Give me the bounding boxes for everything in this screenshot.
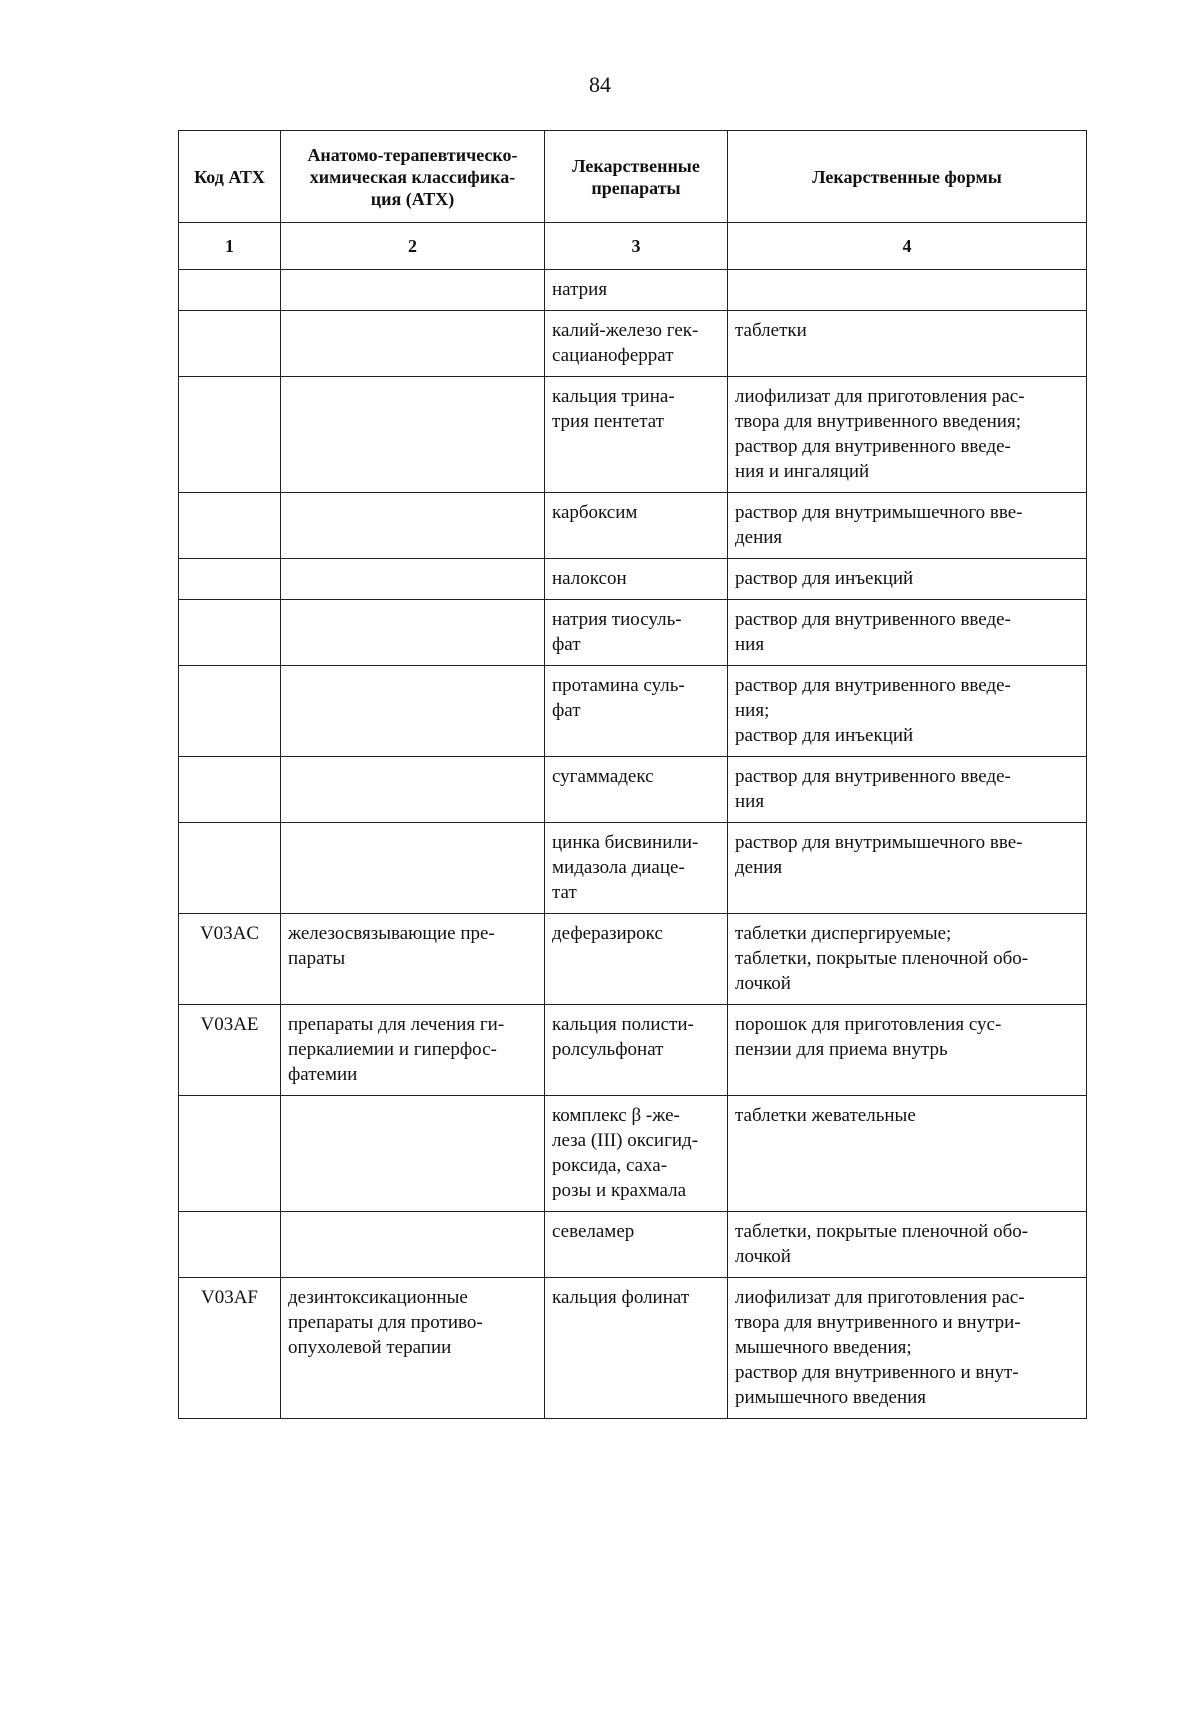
atc-class-cell [281,559,545,600]
atc-class-cell [281,1096,545,1212]
atc-code-cell [179,559,281,600]
table-row [179,600,1087,666]
atc-code-cell: V03AE [179,1005,281,1096]
column-number: 3 [545,223,728,270]
atc-class-cell [281,757,545,823]
atc-class-cell [281,666,545,757]
table-row [179,1278,1087,1419]
table-row [179,914,1087,1005]
dosage-forms-cell: лиофилизат для приготовления рас- твора для внутривенного и внутри- мышечного введения; раствор для внутривенного и внут- римышечного введения [728,1278,1087,1419]
table-row [179,493,1087,559]
dosage-forms-cell: порошок для приготовления сус- пензии для приема внутрь [728,1005,1087,1096]
atc-class-cell [281,493,545,559]
atc-code-cell [179,757,281,823]
atc-code-cell [179,1096,281,1212]
header-drugs: Лекарственные препараты [545,131,728,223]
table-row [179,311,1087,377]
dosage-forms-cell: раствор для внутривенного введе- ния [728,600,1087,666]
drug-name-cell: карбоксим [545,493,728,559]
header-dosage-forms: Лекарственные формы [728,131,1087,223]
table-row [179,1005,1087,1096]
column-number: 2 [281,223,545,270]
table-row [179,666,1087,757]
drug-name-cell: севеламер [545,1212,728,1278]
atc-class-cell [281,600,545,666]
atc-code-cell: V03AF [179,1278,281,1419]
drug-name-cell: налоксон [545,559,728,600]
table-row [179,757,1087,823]
atc-code-cell [179,270,281,311]
drug-name-cell: сугаммадекс [545,757,728,823]
atc-class-cell [281,311,545,377]
atc-class-cell: железосвязывающие пре- параты [281,914,545,1005]
table-row [179,823,1087,914]
dosage-forms-cell: раствор для внутримышечного вве- дения [728,493,1087,559]
drug-name-cell: кальция трина- трия пентетат [545,377,728,493]
dosage-forms-cell: раствор для инъекций [728,559,1087,600]
dosage-forms-cell: таблетки [728,311,1087,377]
dosage-forms-cell: таблетки жевательные [728,1096,1087,1212]
atc-code-cell: V03AC [179,914,281,1005]
table-row [179,1212,1087,1278]
drug-name-cell: протамина суль- фат [545,666,728,757]
dosage-forms-cell: таблетки, покрытые пленочной обо- лочкой [728,1212,1087,1278]
dosage-forms-cell: таблетки диспергируемые; таблетки, покрытые пленочной обо- лочкой [728,914,1087,1005]
atc-code-cell [179,666,281,757]
atc-drug-table [178,130,1087,1419]
dosage-forms-cell: раствор для внутримышечного вве- дения [728,823,1087,914]
atc-class-cell [281,823,545,914]
dosage-forms-cell: раствор для внутривенного введе- ния; раствор для инъекций [728,666,1087,757]
atc-code-cell [179,377,281,493]
dosage-forms-cell: лиофилизат для приготовления рас- твора для внутривенного введения; раствор для внутривенного введе- ния и ингаляций [728,377,1087,493]
drug-name-cell: калий-железо гек- сацианоферрат [545,311,728,377]
atc-class-cell [281,1212,545,1278]
atc-class-cell: дезинтоксикационные препараты для противо- опухолевой терапии [281,1278,545,1419]
page-number: 84 [589,72,611,97]
header-atc-code: Код АТХ [179,131,281,223]
column-number: 4 [728,223,1087,270]
drug-name-cell: цинка бисвинили- мидазола диаце- тат [545,823,728,914]
atc-code-cell [179,600,281,666]
table-row [179,270,1087,311]
drug-name-cell: кальция фолинат [545,1278,728,1419]
drug-name-cell: натрия тиосуль- фат [545,600,728,666]
atc-code-cell [179,823,281,914]
column-number: 1 [179,223,281,270]
table-row [179,377,1087,493]
dosage-forms-cell: раствор для внутривенного введе- ния [728,757,1087,823]
atc-code-cell [179,1212,281,1278]
drug-name-cell: комплекс β -же- леза (III) оксигид- роксида, саха- розы и крахмала [545,1096,728,1212]
atc-code-cell [179,311,281,377]
table-header-row [179,131,1087,223]
drug-name-cell: натрия [545,270,728,311]
drug-name-cell: деферазирокс [545,914,728,1005]
header-atc-classification: Анатомо-терапевтическо- химическая классифика- ция (АТХ) [281,131,545,223]
atc-class-cell [281,270,545,311]
table-row [179,559,1087,600]
dosage-forms-cell [728,270,1087,311]
table-row [179,1096,1087,1212]
table-body [179,270,1087,1419]
column-number-row [179,223,1087,270]
atc-code-cell [179,493,281,559]
atc-class-cell: препараты для лечения ги- перкалиемии и гиперфос- фатемии [281,1005,545,1096]
drug-name-cell: кальция полисти- ролсульфонат [545,1005,728,1096]
atc-class-cell [281,377,545,493]
